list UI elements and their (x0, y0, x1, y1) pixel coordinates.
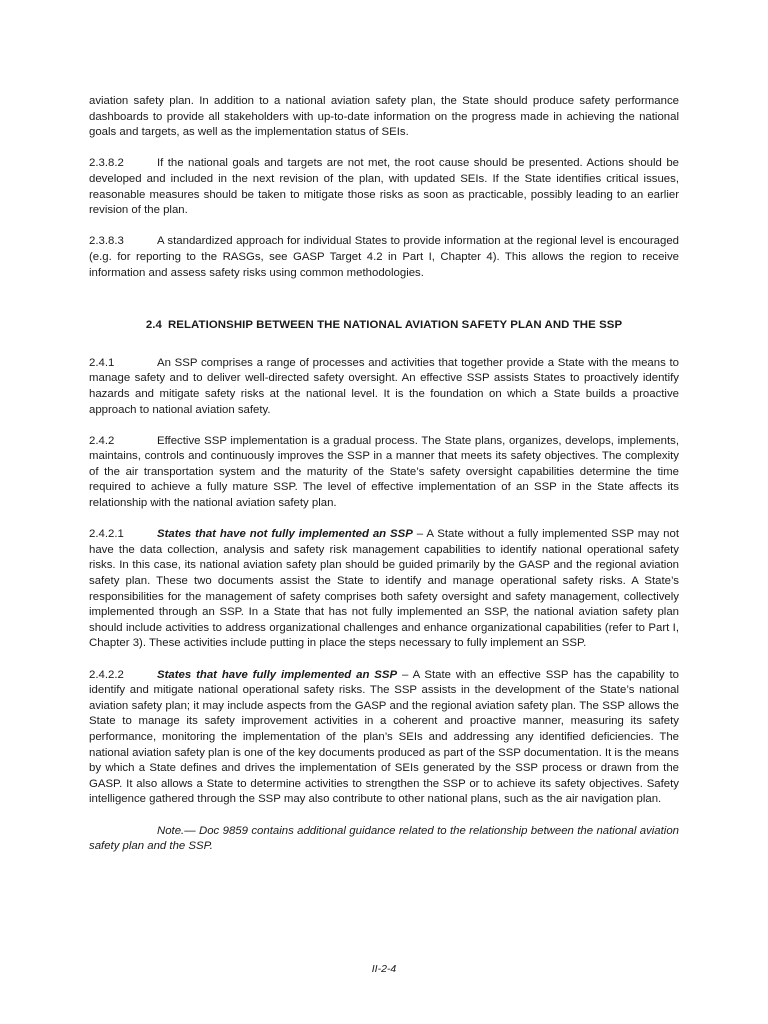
paragraph-number: 2.4.1 (89, 356, 115, 369)
paragraph-text: Effective SSP implementation is a gradual process. The State plans, organizes, develops, implements, maintains, controls and continuously improves the SSP in a manner that meets its safety objectives. The complexity of the air transportation system and the maturity of the State’s safety oversight capabilities determine the time required to achieve a fully mature SSP. The level of effective implementation of an SSP in the State affects its relationship with the national aviation safety plan. (89, 434, 679, 510)
note: Note.— Doc 9859 contains additional guidance related to the relationship between the national aviation safety plan and the SSP. (89, 824, 679, 853)
paragraph-2-3-8-2 (89, 156, 679, 218)
paragraph-number: 2.4.2.1 (89, 528, 124, 541)
paragraph-text: If the national goals and targets are not met, the root cause should be presented. Actions should be developed and included in the next revision of the plan, with updated SEIs. If the State identifies critical issues, reasonable measures should be taken to mitigate those risks as soon as practicable, possibly leading to an earlier revision of the plan. (89, 157, 679, 217)
paragraph-lead: States that have fully implemented an SSP (157, 668, 398, 681)
paragraph-number: 2.4.2.2 (89, 668, 124, 681)
section-title: RELATIONSHIP BETWEEN THE NATIONAL AVIATION SAFETY PLAN AND THE SSP (167, 319, 623, 332)
section-heading (89, 318, 679, 334)
paragraph-2-4-2-2 (89, 668, 679, 808)
paragraph-number: 2.3.8.2 (89, 157, 124, 170)
section-number: 2.4 (145, 319, 162, 332)
paragraph-2-4-2-1 (89, 527, 679, 652)
paragraph-text: An SSP comprises a range of processes and activities that together provide a State with the means to manage safety and to deliver well-directed safety oversight. An effective SSP assists States to proactively identify hazards and mitigate safety risks at the national level. It is the foundation on which a State builds a proactive approach to national aviation safety. (89, 356, 679, 416)
paragraph-lead: States that have not fully implemented an SSP (157, 528, 413, 541)
paragraph-number: 2.4.2 (89, 434, 115, 447)
paragraph-number: 2.3.8.3 (89, 235, 124, 248)
paragraph-text: – A State with an effective SSP has the capability to identify and mitigate national operational safety risks. The SSP assists in the development of the State’s national aviation safety plan; it may include aspects from the GASP and the regional aviation safety plan. The SSP allows the State to manage its safety improvement activities in a coherent and proactive manner, measuring its safety performance, monitoring the implementation of the plan’s SEIs and addressing any identified deficiencies. The national aviation safety plan is one of the key documents produced as part of the SSP documentation. It is the means by which a State defines and drives the implementation of SEIs generated by the SSP process or drawn from the GASP. It also allows a State to determine activities to strengthen the SSP or to achieve its safety objectives. Safety intelligence gathered through the SSP may also contribute to other national plans, such as the air navigation plan. (89, 668, 679, 806)
document-body (89, 94, 679, 870)
paragraph-intro: aviation safety plan. In addition to a national aviation safety plan, the State should produce safety performance dashboards to provide all stakeholders with up-to-date information on the progress made in achieving the national goals and targets, as well as the implementation status of SEIs. (89, 95, 679, 139)
paragraph-2-4-2 (89, 434, 679, 512)
page-number: II-2-4 (371, 963, 397, 975)
paragraph-text: – A State without a fully implemented SSP may not have the data collection, analysis and safety risk management capabilities to identify national operational safety risks. In this case, its national aviation safety plan should be guided primarily by the GASP and the regional aviation safety plan. These two documents assist the State to identify and manage operational safety risks. A State’s responsibilities for the management of safety comprises both safety oversight and safety management, collectively implemented through an SSP. In a State that has not fully implemented an SSP, the national aviation safety plan should include activities to address organizational challenges and enhance organizational capabilities (refer to Part I, Chapter 3). These activities include putting in place the steps necessary to fully implement an SSP. (89, 528, 679, 650)
paragraph-text: A standardized approach for individual States to provide information at the regional level is encouraged (e.g. for reporting to the RASGs, see GASP Target 4.2 in Part I, Chapter 4). This allows the region to receive information and assess safety risks using common methodologies. (89, 235, 679, 279)
paragraph-2-3-8-3 (89, 234, 679, 281)
paragraph-2-4-1 (89, 356, 679, 418)
